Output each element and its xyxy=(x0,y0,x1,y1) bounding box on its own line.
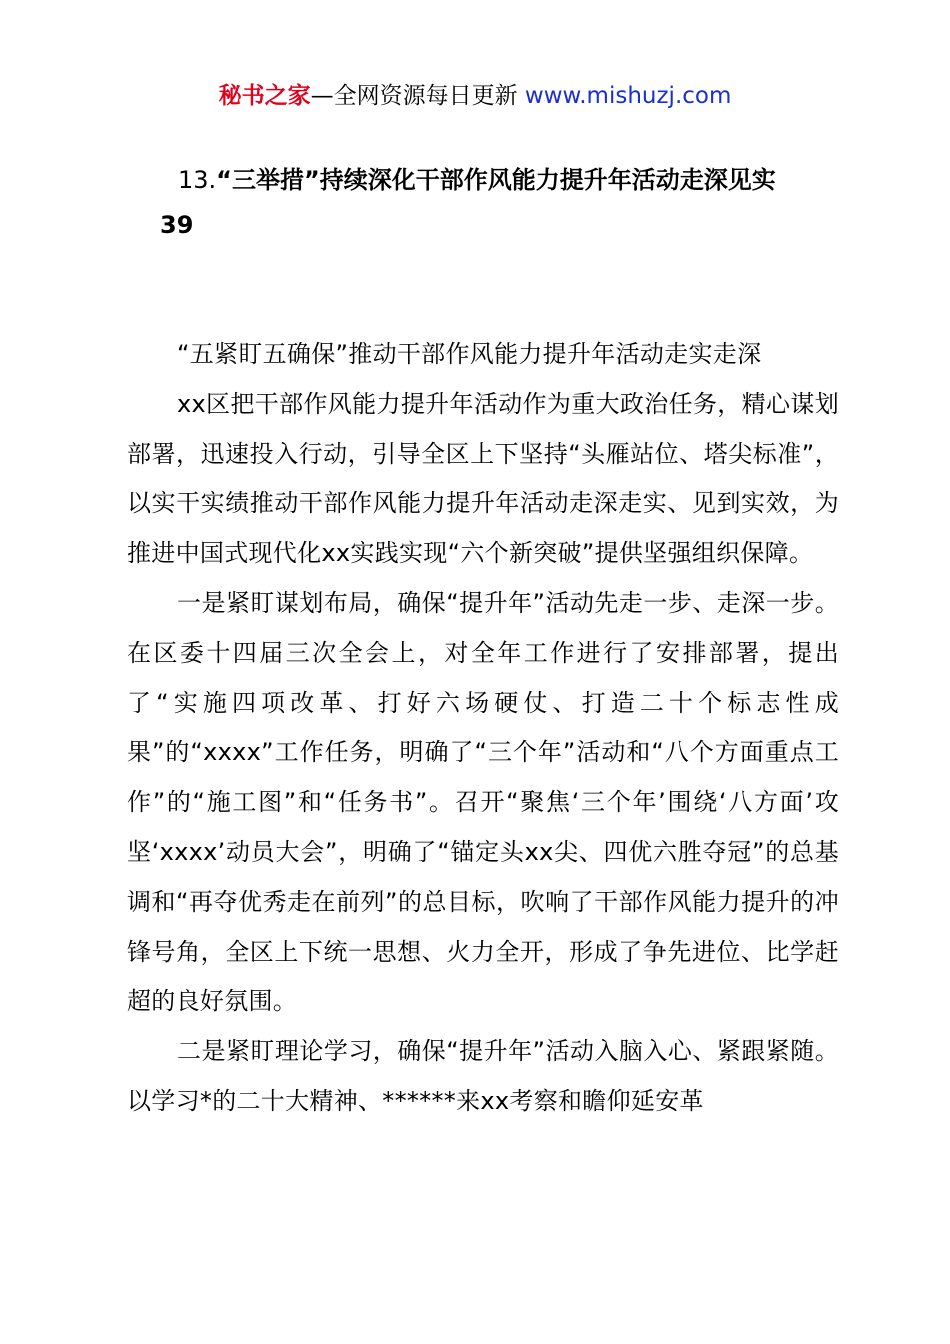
section-subtitle: “五紧盯五确保”推动干部作风能力提升年活动走实走深 xyxy=(177,340,762,368)
title-number: 13. xyxy=(178,166,217,194)
document-body xyxy=(127,330,839,1127)
title-page-number: 39 xyxy=(160,211,194,239)
paragraph-point-two: 二是紧盯理论学习，确保“提升年”活动入脑入心、紧跟紧随。以学习*的二十大精神、******来xx考察和瞻仰延安革 xyxy=(127,1037,839,1115)
paragraph-intro: xx区把干部作风能力提升年活动作为重大政治任务，精心谋划部署，迅速投入行动，引导全区上下坚持“头雁站位、塔尖标准”，以实干实绩推动干部作风能力提升年活动走深走实、见到实效，为推进中国式现代化xx实践实现“六个新突破”提供坚强组织保障。 xyxy=(127,389,839,568)
header-slogan: 全网资源每日更新 xyxy=(333,83,518,109)
page-header xyxy=(0,80,950,112)
header-separator: — xyxy=(310,83,334,109)
paragraph-point-one: 一是紧盯谋划布局，确保“提升年”活动先走一步、走深一步。在区委十四届三次全会上，对全年工作进行了安排部署，提出了“实施四项改革、打好六场硬仗、打造二十个标志性成果”的“xxxx”工作任务，明确了“三个年”活动和“八个方面重点工作”的“施工图”和“任务书”。召开“聚焦‘三个年’围绕‘八方面’攻坚‘xxxx’动员大会”，明确了“锚定头xx尖、四优六胜夺冠”的总基调和“再夺优秀走在前列”的总目标，吹响了干部作风能力提升的冲锋号角，全区上下统一思想、火力全开，形成了争先进位、比学赶超的良好氛围。 xyxy=(127,588,839,1016)
title-text: “三举措”持续深化干部作风能力提升年活动走深见实 xyxy=(216,166,776,194)
brand-name: 秘书之家 xyxy=(218,83,311,109)
header-url-link[interactable]: www.mishuzj.com xyxy=(524,83,732,109)
document-title xyxy=(128,158,838,248)
